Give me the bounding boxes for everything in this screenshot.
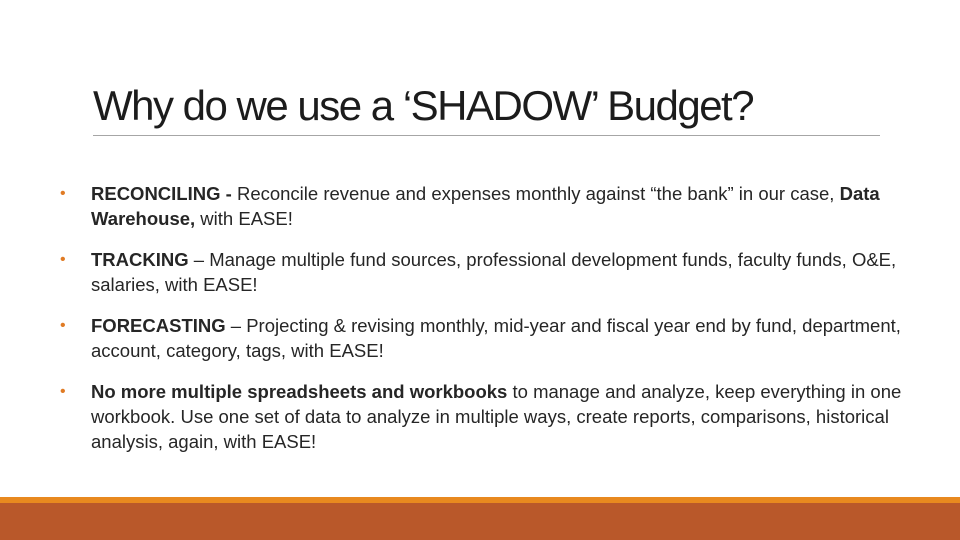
bullet-text-end: with EASE!: [195, 208, 293, 229]
bullet-separator: -: [220, 183, 237, 204]
bullet-keyword: FORECASTING: [91, 315, 226, 336]
bullet-forecasting: [60, 313, 905, 363]
bullet-no-more-spreadsheets: [60, 379, 905, 454]
bullet-marker-icon: •: [60, 185, 66, 202]
bullet-marker-icon: •: [60, 383, 66, 400]
bullet-separator: –: [225, 315, 247, 336]
bullet-text: Manage multiple fund sources, professional development funds, faculty funds, O&E, salaries, with EASE!: [91, 249, 897, 295]
bullet-emphasis: Data Warehouse,: [91, 183, 880, 229]
bullet-list: [60, 181, 905, 470]
bullet-text: to manage and analyze, keep everything in one workbook. Use one set of data to analyze in multiple ways, create reports, comparisons, historical analysis, again, with EASE!: [91, 381, 902, 452]
bullet-keyword: RECONCILING: [91, 183, 221, 204]
bullet-tracking: [60, 247, 905, 297]
bullet-text: Reconcile revenue and expenses monthly against “the bank” in our case,: [236, 183, 840, 204]
slide-title: Why do we use a ‘SHADOW’ Budget?: [93, 82, 754, 129]
bullet-keyword: No more multiple spreadsheets and workbooks: [91, 381, 508, 402]
footer-band: [0, 503, 960, 540]
bullet-marker-icon: •: [60, 251, 66, 268]
bullet-marker-icon: •: [60, 317, 66, 334]
bullet-keyword: TRACKING: [91, 249, 189, 270]
title-divider: [93, 135, 880, 136]
bullet-separator: –: [188, 249, 210, 270]
bullet-reconciling: [60, 181, 905, 231]
bullet-text: Projecting & revising monthly, mid-year and fiscal year end by fund, department, account, category, tags, with EASE!: [91, 315, 901, 361]
